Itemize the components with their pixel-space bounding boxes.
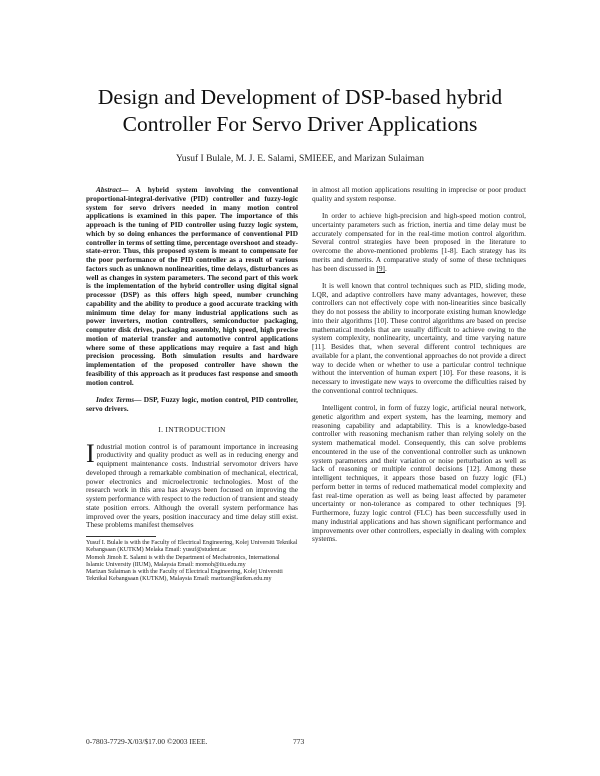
right-paragraph-1: in almost all motion applications resulting in imprecise or poor product quality and system response. [312,185,526,203]
intro-text: ndustrial motion control is of paramount importance in increasing productivity and quality product as well as in reducing energy and equipment maintenance costs. Industrial servomotor drivers have developed through a remarkable combination of mechanical, electrical, power electronics and microelectronic technologies. Most of the research work in this area has always been focused on improving the system performance with respect to the reduction of transient and steady state position errors. Although the overall system performance has improved over the years, position inaccuracy and time delay still exist. These problems manifest themselves [86,441,298,530]
footnote-divider [86,536,156,537]
copyright-notice: 0-7803-7729-X/03/$17.00 ©2003 IEEE. [86,737,208,746]
drop-cap: I [86,438,95,468]
right-column [312,186,526,544]
footnote-1: Yusuf I. Bulale is with the Faculty of Electrical Engineering, Kolej Universiti Teknikal Kebangsaan (KUTKM) Melaka Email: yusuf@student.ac [86,540,298,554]
paper-title-line-2: Controller For Servo Driver Applications [122,112,478,136]
footnote-2: Momoh Jimoh E. Salami is with the Department of Mechatronics, International Islamic University (IIUM), Malaysia Email: momoh@iiu.edu.my [86,554,280,568]
right-paragraph-4: Intelligent control, in form of fuzzy logic, artificial neural network, genetic algorithm and expert system, has the learning, memory and reasoning capability and adaptability. This is a knowledge-based controller with reasoning mechanism rather than relying solely on the system mathematical model. Consequently, this can solve problems encountered in the use of the conventional controller such as unknown system parameters and their variation or noise perturbation as well as lack of reasoning or multiple control decisions [12]. Among these intelligent techniques, it appears those based on fuzzy logic (FL) perform better in terms of reduced mathematical model complexity and fast real-time operation as well as being least affected by parameter uncertainty or non-tolerance as compared to other techniques [9]. Furthermore, fuzzy logic control (FLC) has been successfully used in many industrial applications and has shown significant performance and improvements over other controllers, especially in dealing with complex systems. [312,403,526,544]
abstract: Abstract— A hybrid system involving the conventional proportional-integral-derivative (PID) controller and fuzzy-logic system for servo drivers needed in many motion control applications is examined in this paper. The importance of this approach is the tuning of PID controller using fuzzy logic system, which by so doing enhances the performance of conventional PID controller in terms of setting time, percentage overshoot and steady-state-error. Thus, this proposed system is meant to compensate for the poor performance of the PID controller as a result of various factors such as unknown nonlinearities, time delays, disturbances as well as changes in system parameters. The second part of this work is the implementation of the hybrid controller using digital signal processor (DSP) as this offers high speed, number crunching capability and the ability to produce a good accurate tracking with minimum time delay for many industrial applications such as power inverters, motion controllers, semiconductor packaging, computer disk drives, packaging assembly, high speed, high precise motion of material transfer and automotive control applications where some of these applications may require a fast and high precision processing. Both simulation results and hardware implementation of the proposed controller have shown the feasibility of this approach as it produces fast response and smooth motion control. [86,185,298,387]
page-number: 773 [293,737,305,746]
abstract-text: A hybrid system involving the conventional proportional-integral-derivative (PID) controller and fuzzy-logic system for servo drivers needed in many motion control applications is examined in this paper. The importance of this approach is the tuning of PID controller using fuzzy logic system, which by so doing enhances the performance of conventional PID controller in terms of setting time, percentage overshoot and steady-state-error. Thus, this proposed system is meant to compensate for the poor performance of the PID controller as a result of various factors such as unknown nonlinearities, time delays, disturbances as well as changes in system parameters. The second part of this work is the implementation of the hybrid controller using digital signal processor (DSP) as this offers high speed, number crunching capability and the ability to produce a good accurate tracking with minimum time delay for many industrial applications such as power inverters, motion controllers, semiconductor packaging, computer disk drives, packaging assembly, high speed, high precise motion of material transfer and automotive control applications where some of these applications may require a fast and high precision processing. Both simulation results and hardware implementation of the proposed controller have shown the feasibility of this approach as it produces fast response and smooth motion control. [86,185,298,387]
index-terms-label: Index Terms [96,395,135,405]
footnote-3: Marizan Sulaiman is with the Faculty of Electrical Engineering, Kolej Universiti Teknikal Kebangsaan (KUTKM), Malaysia Email: marizan@kutkm.edu.my [86,569,283,583]
author-footnotes [86,540,298,584]
right-paragraph-2 [312,212,526,273]
left-column [86,186,298,584]
index-terms: Index Terms— DSP, Fuzzy logic, motion control, PID controller, servo drivers. [86,395,299,413]
author-list: Yusuf I Bulale, M. J. E. Salami, SMIEEE, and Marizan Sulaiman [175,154,425,164]
index-terms-text: DSP, Fuzzy logic, motion control, PID controller, servo drivers. [86,395,299,413]
right-paragraph-2-text: In order to achieve high-precision and high-speed motion control, uncertainty parameters such as friction, inertia and time delay must be accurately compensated for in the real-time motion control algorithm. Several control strategies have been proposed in the literature to overcome the above-mentioned problems [1-8]. Each strategy has its merits and demerits. A comparative study of some of these techniques has been discussed in [312,211,526,273]
paper-title-line-1: Design and Development of DSP-based hybrid [97,85,503,109]
right-paragraph-3: It is well known that control techniques such as PID, sliding mode, LQR, and adaptive controllers have many advantages, however, these controllers can not effectively cope with non-linearities since basically they do not possess the ability to incorporate existing human knowledge into their algorithms [10]. These control algorithms are based on precise mathematical models that are usually difficult to achieve owing to the system complexity, nonlinearity, uncertainty, and time varying nature [11]. Besides that, when several different control techniques are available for a plant, the conventional approaches do not provide a direct way to decide when or whether to use a particular control technique without the intervention of human expert [10]. For these reasons, it is necessary to investigate new ways to overcome the difficulties raised by the conventional control techniques. [312,280,526,395]
citation-link[interactable]: [9] [376,263,385,273]
right-paragraph-2-end: . [384,263,387,273]
abstract-label: Abstract [96,185,122,194]
section-heading-introduction: I. INTRODUCTION [158,424,226,434]
intro-paragraph [86,438,298,531]
